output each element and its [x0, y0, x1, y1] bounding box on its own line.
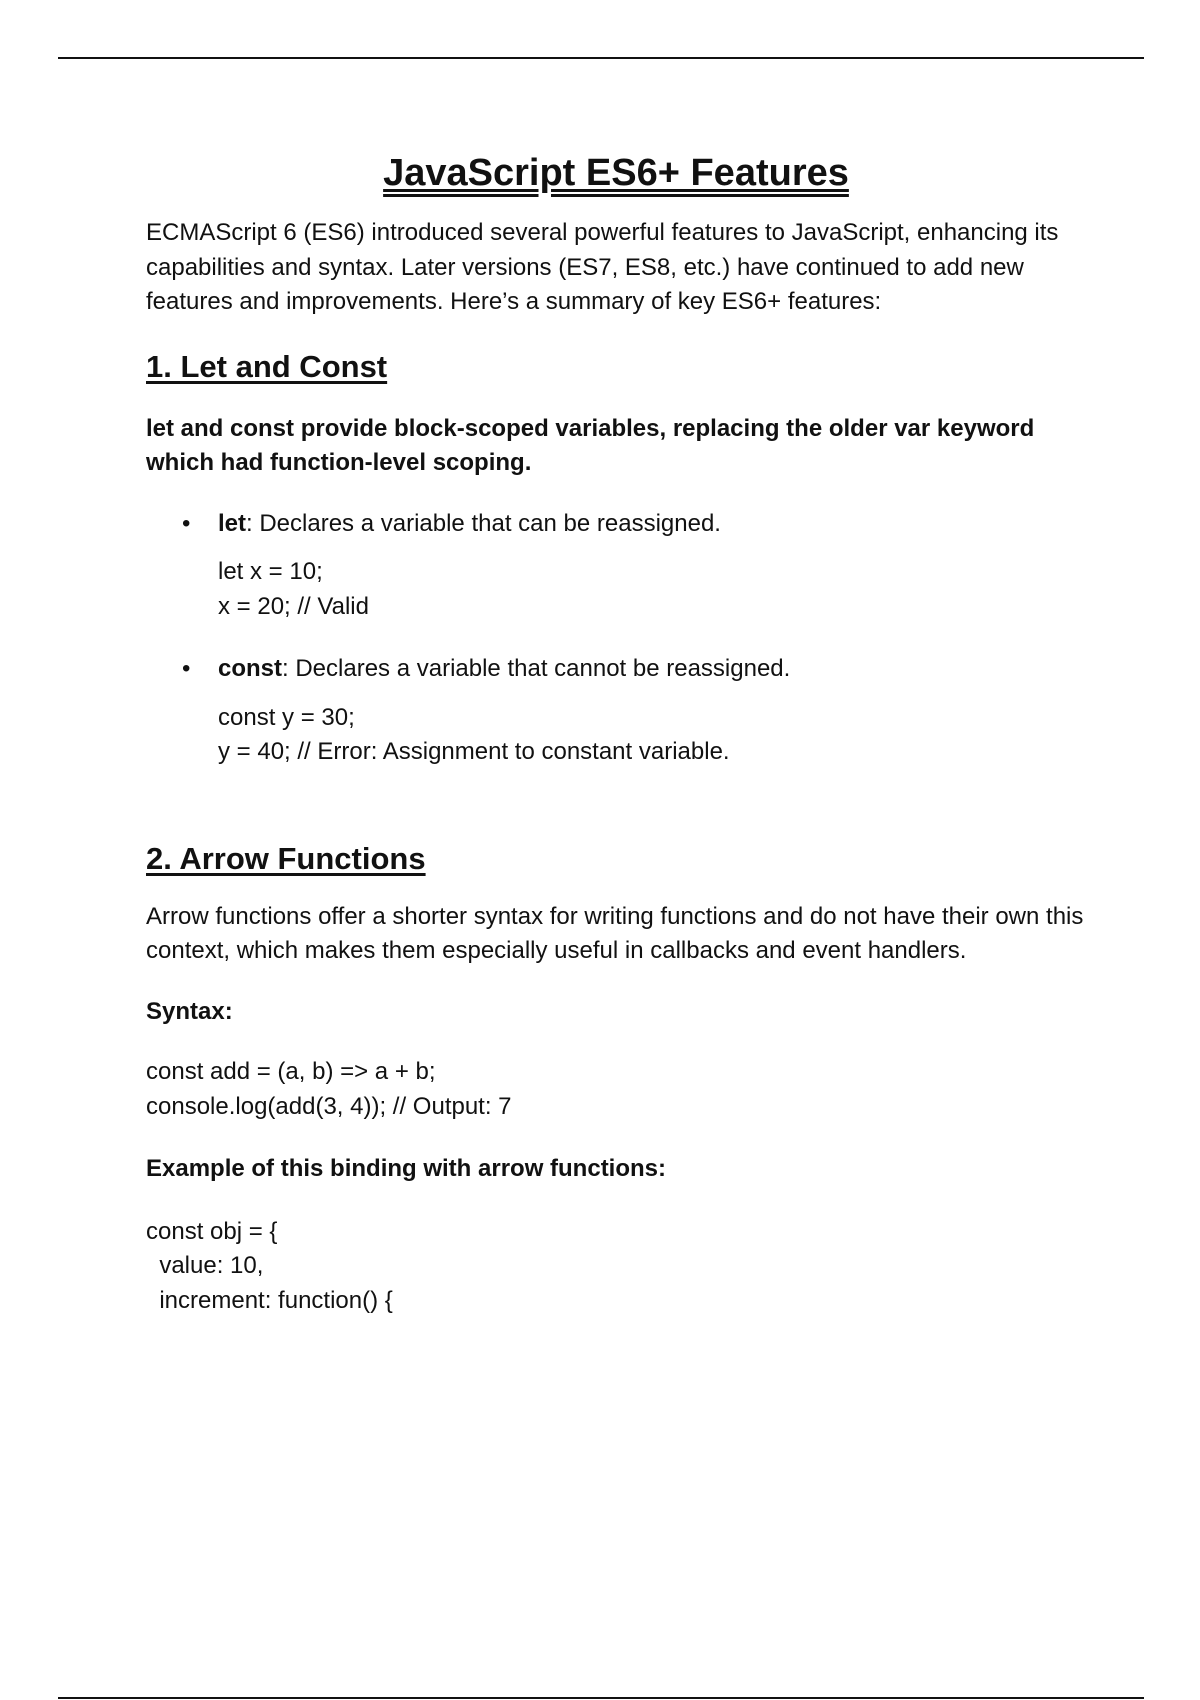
code-line: value: 10,: [146, 1252, 264, 1279]
section-heading-arrow-functions: 2. Arrow Functions: [146, 840, 426, 876]
code-line: y = 40; // Error: Assignment to constant variable.: [218, 738, 730, 765]
bullet-icon: •: [182, 509, 191, 537]
section-description-arrow-functions: Arrow functions offer a shorter syntax for writing functions and do not have their own this context, which makes them especially useful in callbacks and event handlers.: [146, 902, 1084, 964]
list-item-description: : Declares a variable that can be reassigned.: [246, 509, 721, 537]
code-block-syntax: [146, 1055, 1086, 1124]
document-body: [146, 148, 1086, 1318]
list-item-let: [146, 507, 1086, 625]
example-label: Example of this binding with arrow functions:: [146, 1155, 667, 1182]
list-item-const: [146, 652, 1086, 770]
keyword-const: const: [218, 655, 283, 682]
header-rule: [58, 57, 1144, 59]
code-line: let x = 10;: [218, 558, 323, 585]
list-item-description: : Declares a variable that cannot be reassigned.: [282, 655, 791, 682]
section-description-let-const: let and const provide block-scoped variables, replacing the older var keyword which had function-level scoping.: [146, 414, 1035, 476]
code-line: console.log(add(3, 4)); // Output: 7: [146, 1092, 512, 1120]
code-line: increment: function() {: [146, 1286, 393, 1314]
list-item-text: [218, 507, 1086, 542]
list-item-text: [218, 652, 1086, 687]
code-line: x = 20; // Valid: [218, 592, 369, 620]
feature-list: [146, 507, 1086, 770]
code-block-let: [218, 555, 1086, 624]
code-line: const obj = {: [146, 1217, 278, 1245]
keyword-let: let: [218, 509, 247, 537]
intro-paragraph: ECMAScript 6 (ES6) introduced several powerful features to JavaScript, enhancing its capabilities and syntax. Later versions (ES7, ES8, etc.) have continued to add new features and improvements. Here’s a summary of key ES6+ features:: [146, 219, 1059, 315]
code-line: const y = 30;: [218, 703, 355, 731]
code-block-const: [218, 701, 1086, 770]
footer-rule: [58, 1697, 1144, 1699]
bullet-icon: •: [182, 655, 191, 682]
document-title: JavaScript ES6+ Features: [383, 152, 849, 194]
code-block-example: [146, 1215, 1086, 1319]
syntax-label: Syntax:: [146, 997, 233, 1025]
code-line: const add = (a, b) => a + b;: [146, 1058, 436, 1085]
section-heading-let-const: 1. Let and Const: [146, 348, 388, 384]
